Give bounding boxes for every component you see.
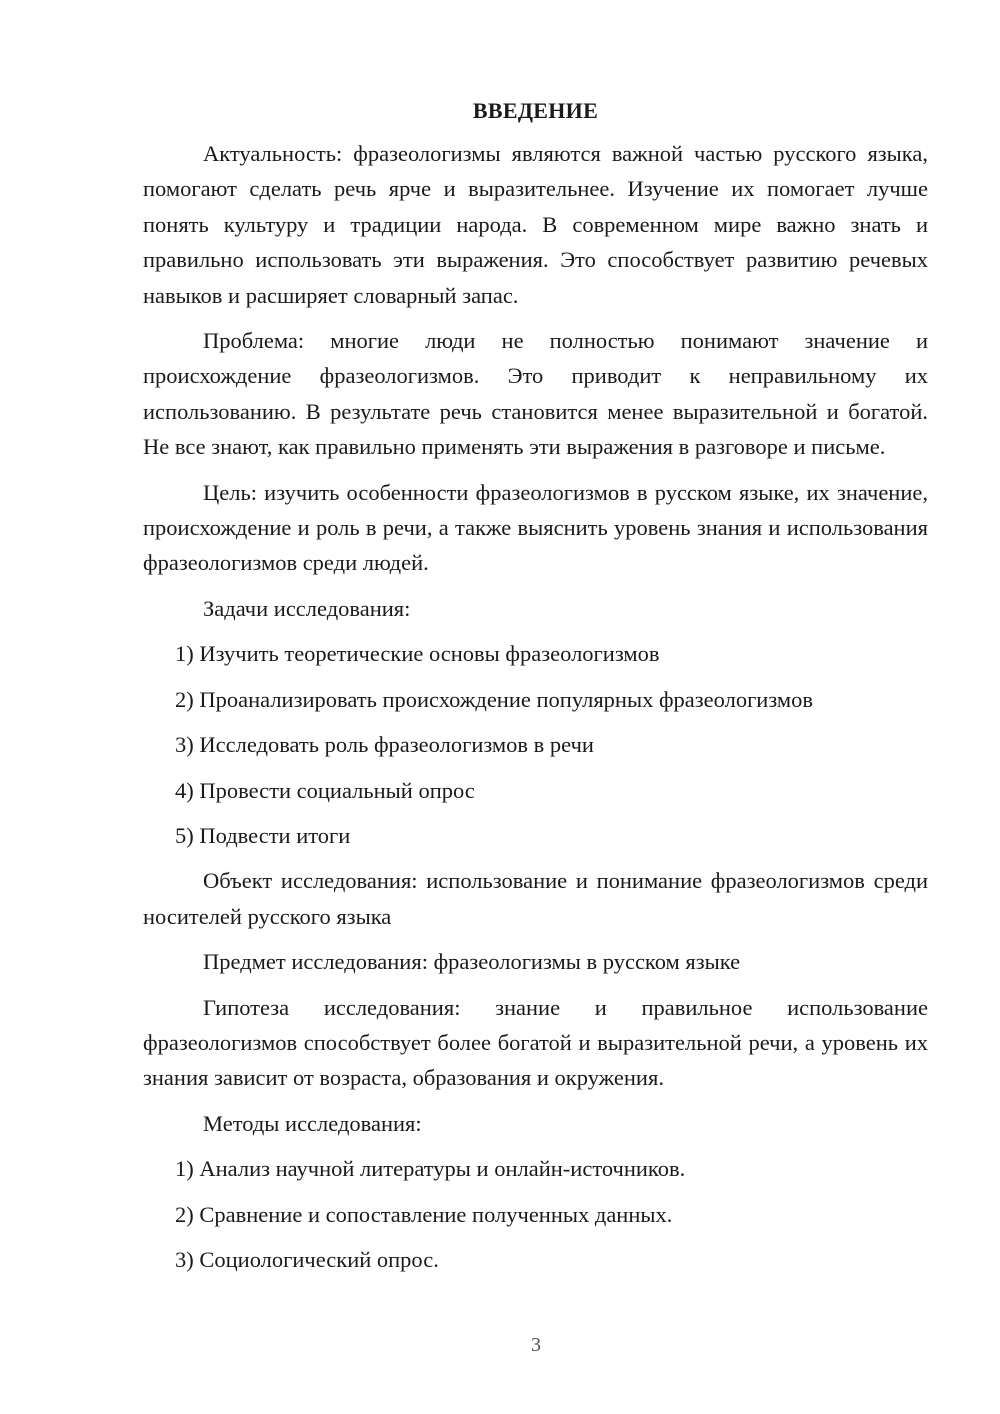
hypothesis-paragraph: Гипотеза исследования: знание и правильное использование фразеологизмов способствует более богатой и выразительной речи, а уровень их знания зависит от возраста, образования и окружения. <box>143 994 928 1091</box>
object-paragraph: Объект исследования: использование и понимание фразеологизмов среди носителей русского языка <box>143 868 928 929</box>
tasks-title: Задачи исследования: <box>203 595 411 621</box>
list-item: 2) Проанализировать происхождение популярных фразеологизмов <box>175 686 814 712</box>
problem-paragraph: Проблема: многие люди не полностью понимают значение и происхождение фразеологизмов. Это приводит к неправильному их использованию. В результате речь становится менее выразительной и богатой. Не все знают, как правильно применять эти выражения в разговоре и письме. <box>143 328 928 460</box>
relevance-paragraph: Актуальность: фразеологизмы являются важной частью русского языка, помогают сделать речь ярче и выразительнее. Изучение их помогает лучше понять культуру и традиции народа. В современном мире важно знать и правильно использовать эти выражения. Это способствует развитию речевых навыков и расширяет словарный запас. <box>143 141 928 308</box>
list-item: 5) Подвести итоги <box>175 822 351 848</box>
goal-paragraph: Цель: изучить особенности фразеологизмов в русском языке, их значение, происхождение и роль в речи, а также выяснить уровень знания и использования фразеологизмов среди людей. <box>143 479 928 576</box>
methods-title: Методы исследования: <box>203 1110 422 1136</box>
section-heading: ВВЕДЕНИЕ <box>472 98 599 123</box>
list-item: 3) Социологический опрос. <box>175 1246 439 1272</box>
page-number: 3 <box>531 1334 541 1356</box>
list-item: 1) Изучить теоретические основы фразеологизмов <box>175 641 660 667</box>
subject-line: Предмет исследования: фразеологизмы в русском языке <box>203 949 741 975</box>
methods-list <box>143 1151 928 1277</box>
document-page <box>143 96 928 1287</box>
list-item: 2) Сравнение и сопоставление полученных данных. <box>175 1201 673 1227</box>
tasks-list <box>143 636 928 853</box>
list-item: 4) Провести социальный опрос <box>175 777 475 803</box>
list-item: 1) Анализ научной литературы и онлайн-источников. <box>175 1156 686 1182</box>
list-item: 3) Исследовать роль фразеологизмов в речи <box>175 732 594 758</box>
